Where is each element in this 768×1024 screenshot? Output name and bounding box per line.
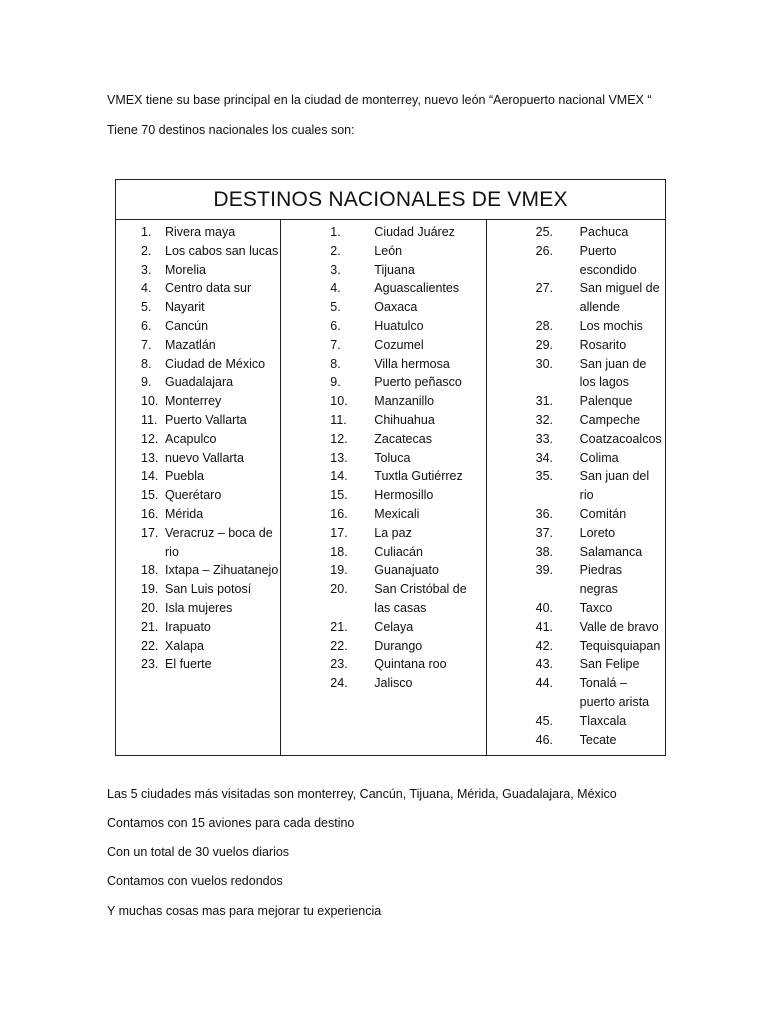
destination-item	[281, 430, 485, 449]
destinations-table	[115, 179, 666, 756]
destination-number: 19.	[141, 582, 159, 597]
destination-item	[487, 712, 665, 731]
destination-number: 16.	[141, 506, 159, 521]
destination-item	[281, 355, 485, 374]
destination-name: San Cristóbal de las casas	[374, 582, 467, 615]
destination-name: Coatzacoalcos	[579, 431, 662, 446]
experience-text: Y muchas cosas mas para mejorar tu experiencia	[107, 904, 382, 918]
destination-item	[116, 637, 280, 656]
destination-name: La paz	[374, 525, 412, 540]
destination-name: Quintana roo	[374, 657, 447, 672]
destination-number: 13.	[330, 450, 348, 465]
destination-number: 45.	[535, 713, 554, 728]
destination-name: Aguascalientes	[374, 281, 460, 296]
destination-name: Mexicali	[374, 506, 420, 521]
destination-number: 23.	[330, 657, 348, 672]
destination-name: Rivera maya	[165, 225, 236, 239]
destination-number: 12.	[141, 431, 159, 446]
destination-name: Puerto Vallarta	[165, 412, 247, 427]
destination-number: 21.	[141, 619, 159, 634]
destination-number: 9.	[141, 375, 152, 390]
destination-name: Tecate	[579, 732, 617, 747]
destination-name: Jalisco	[374, 676, 413, 691]
destination-item	[116, 618, 280, 637]
destination-item	[281, 392, 485, 411]
destination-number: 15.	[330, 488, 348, 503]
destination-item	[487, 543, 665, 562]
destination-item	[281, 317, 485, 336]
destination-name: Tlaxcala	[579, 713, 627, 728]
destination-number: 12.	[330, 431, 348, 446]
destination-number: 43.	[535, 657, 554, 672]
destination-number: 9.	[330, 375, 341, 390]
destination-item	[281, 261, 485, 280]
destination-name: Guadalajara	[165, 375, 234, 390]
destination-item	[487, 223, 665, 242]
destination-name: Zacatecas	[374, 431, 432, 446]
destinations-column-3	[486, 220, 665, 756]
destination-name: León	[374, 243, 403, 258]
destination-item	[116, 242, 280, 261]
destination-name: Ciudad de México	[165, 356, 266, 371]
destination-name: Ciudad Juárez	[374, 225, 455, 239]
destination-item	[116, 261, 280, 280]
destination-number: 10.	[141, 394, 159, 409]
destination-item	[487, 336, 665, 355]
destination-item	[281, 373, 485, 392]
destination-item	[487, 505, 665, 524]
destination-name: Monterrey	[165, 394, 222, 409]
destination-number: 22.	[330, 638, 348, 653]
destination-name: Tijuana	[374, 262, 415, 277]
destination-number: 19.	[330, 563, 348, 578]
destination-name: Palenque	[579, 394, 633, 409]
destination-number: 8.	[141, 356, 152, 371]
destination-number: 13.	[141, 450, 159, 465]
destination-item	[116, 580, 280, 599]
destination-name: Morelia	[165, 262, 206, 277]
destination-number: 4.	[330, 281, 341, 296]
destination-name: San Felipe	[579, 657, 640, 672]
destination-item	[281, 279, 485, 298]
destination-number: 46.	[535, 732, 554, 747]
destination-item	[487, 674, 665, 712]
destination-name: Isla mujeres	[165, 600, 233, 615]
destination-number: 42.	[535, 638, 554, 653]
destination-name: Mazatlán	[165, 337, 216, 352]
destination-number: 37.	[535, 525, 554, 540]
destination-number: 40.	[535, 600, 554, 615]
destination-item	[116, 524, 280, 562]
destination-item	[487, 524, 665, 543]
destination-name: San Luis potosí	[165, 582, 252, 597]
destination-item	[487, 317, 665, 336]
destination-item	[487, 242, 665, 280]
destination-name: San miguel de allende	[579, 281, 660, 315]
destination-name: nuevo Vallarta	[165, 450, 244, 465]
destination-name: El fuerte	[165, 657, 212, 672]
destination-name: Nayarit	[165, 300, 205, 315]
destination-number: 29.	[535, 337, 554, 352]
destination-name: Hermosillo	[374, 488, 434, 503]
table-title: DESTINOS NACIONALES DE VMEX	[116, 180, 666, 220]
top-cities-text: Las 5 ciudades más visitadas son monterrey, Cancún, Tijuana, Mérida, Guadalajara, México	[107, 787, 617, 801]
round-trip-text: Contamos con vuelos redondos	[107, 874, 283, 888]
destination-name: Ixtapa – Zihuatanejo	[165, 563, 279, 578]
destination-item	[281, 486, 485, 505]
destination-item	[281, 655, 485, 674]
destination-name: Centro data sur	[165, 281, 252, 296]
destination-number: 5.	[141, 300, 152, 315]
destination-name: Tequisquiapan	[579, 638, 661, 653]
destination-number: 22.	[141, 638, 159, 653]
destination-item	[116, 655, 280, 674]
destinations-column-2	[281, 220, 486, 756]
destination-number: 6.	[330, 318, 341, 333]
destination-item	[487, 392, 665, 411]
destinations-column-1	[116, 220, 281, 756]
destination-number: 33.	[535, 431, 554, 446]
destination-number: 26.	[535, 243, 554, 258]
destination-item	[281, 505, 485, 524]
destination-name: Veracruz – boca de rio	[165, 525, 273, 559]
destination-number: 3.	[330, 262, 341, 277]
destination-name: Tuxtla Gutiérrez	[374, 469, 463, 484]
destination-number: 27.	[535, 281, 554, 296]
destination-item	[116, 298, 280, 317]
destination-item	[116, 411, 280, 430]
destination-item	[281, 336, 485, 355]
destination-number: 39.	[535, 563, 554, 578]
destination-name: Oaxaca	[374, 300, 418, 315]
destination-number: 41.	[535, 619, 554, 634]
destination-item	[487, 430, 665, 449]
destination-name: Pachuca	[579, 225, 629, 239]
destination-number: 23.	[141, 657, 159, 672]
destination-number: 1.	[141, 225, 152, 239]
destination-number: 18.	[330, 544, 348, 559]
destination-name: Comitán	[579, 506, 627, 521]
destination-item	[487, 355, 665, 393]
destination-number: 8.	[330, 356, 341, 371]
destination-number: 17.	[330, 525, 348, 540]
destination-number: 15.	[141, 488, 159, 503]
destination-number: 1.	[330, 225, 341, 239]
intro-base-text: VMEX tiene su base principal en la ciudad de monterrey, nuevo león “Aeropuerto nacional VMEX “	[107, 93, 652, 107]
destination-number: 25.	[535, 225, 554, 239]
destination-number: 20.	[141, 600, 159, 615]
destination-name: Colima	[579, 450, 619, 465]
destination-number: 31.	[535, 394, 554, 409]
destination-item	[116, 486, 280, 505]
destination-item	[116, 449, 280, 468]
destination-item	[116, 467, 280, 486]
destination-item	[281, 674, 485, 693]
destination-name: Xalapa	[165, 638, 204, 653]
destination-number: 17.	[141, 525, 159, 540]
destination-item	[281, 561, 485, 580]
destination-number: 5.	[330, 300, 341, 315]
destination-name: San juan de los lagos	[579, 356, 647, 390]
destination-name: Chihuahua	[374, 412, 435, 427]
destination-name: Valle de bravo	[579, 619, 659, 634]
destination-item	[281, 543, 485, 562]
destination-name: Huatulco	[374, 318, 424, 333]
destination-item	[281, 467, 485, 486]
destination-name: Toluca	[374, 450, 411, 465]
destination-name: Querétaro	[165, 488, 222, 503]
destination-number: 32.	[535, 412, 554, 427]
destination-number: 44.	[535, 676, 554, 691]
destination-name: Irapuato	[165, 619, 211, 634]
destination-item	[487, 411, 665, 430]
destination-item	[116, 430, 280, 449]
destination-number: 34.	[535, 450, 554, 465]
destination-number: 2.	[141, 243, 152, 258]
destination-number: 4.	[141, 281, 152, 296]
destination-item	[281, 637, 485, 656]
destination-name: Loreto	[579, 525, 616, 540]
destination-item	[487, 655, 665, 674]
destination-name: Guanajuato	[374, 563, 439, 578]
destination-name: Taxco	[579, 600, 613, 615]
destination-item	[116, 355, 280, 374]
destination-name: Manzanillo	[374, 394, 435, 409]
destination-number: 6.	[141, 318, 152, 333]
destination-name: Acapulco	[165, 431, 217, 446]
destination-item	[281, 242, 485, 261]
destination-item	[487, 449, 665, 468]
destination-number: 14.	[330, 469, 348, 484]
destination-item	[116, 392, 280, 411]
daily-flights-text: Con un total de 30 vuelos diarios	[107, 845, 290, 859]
destination-item	[281, 449, 485, 468]
destination-item	[116, 505, 280, 524]
destination-number: 7.	[141, 337, 152, 352]
destination-name: Puerto peñasco	[374, 375, 462, 390]
destination-item	[281, 411, 485, 430]
destination-item	[116, 223, 280, 242]
destination-item	[487, 279, 665, 317]
destination-name: Salamanca	[579, 544, 643, 559]
destination-item	[281, 223, 485, 242]
destination-item	[487, 618, 665, 637]
destination-item	[116, 317, 280, 336]
destination-name: Rosarito	[579, 337, 627, 352]
destination-number: 24.	[330, 676, 348, 691]
destination-item	[487, 599, 665, 618]
destination-item	[281, 618, 485, 637]
destination-name: Los mochis	[579, 318, 643, 333]
destination-name: Culiacán	[374, 544, 423, 559]
destination-number: 18.	[141, 563, 159, 578]
destination-number: 11.	[330, 412, 347, 427]
destination-number: 28.	[535, 318, 554, 333]
destination-name: Durango	[374, 638, 423, 653]
destination-number: 11.	[141, 412, 158, 427]
destination-number: 21.	[330, 619, 348, 634]
destination-name: Piedras negras	[579, 563, 623, 597]
destination-name: Puerto escondido	[579, 243, 637, 277]
destination-item	[487, 561, 665, 599]
destination-number: 30.	[535, 356, 554, 371]
destination-name: Mérida	[165, 506, 204, 521]
destination-number: 10.	[330, 394, 348, 409]
destination-name: Campeche	[579, 412, 641, 427]
destination-item	[116, 599, 280, 618]
destination-item	[116, 561, 280, 580]
destination-name: Puebla	[165, 469, 204, 484]
destination-number: 3.	[141, 262, 152, 277]
destination-name: Los cabos san lucas	[165, 243, 279, 258]
destination-item	[116, 279, 280, 298]
destination-item	[281, 524, 485, 543]
destination-item	[116, 373, 280, 392]
destination-name: Celaya	[374, 619, 414, 634]
destination-name: San juan del rio	[579, 469, 650, 503]
planes-text: Contamos con 15 aviones para cada destino	[107, 816, 355, 830]
destination-item	[281, 580, 485, 618]
destination-name: Cozumel	[374, 337, 424, 352]
destination-number: 38.	[535, 544, 554, 559]
intro-destinations-count: Tiene 70 destinos nacionales los cuales son:	[107, 123, 355, 137]
destination-item	[487, 637, 665, 656]
destination-number: 36.	[535, 506, 554, 521]
destination-number: 2.	[330, 243, 341, 258]
destination-item	[281, 298, 485, 317]
destination-number: 35.	[535, 469, 554, 484]
destination-number: 16.	[330, 506, 348, 521]
destination-number: 14.	[141, 469, 159, 484]
destination-number: 7.	[330, 337, 341, 352]
destination-item	[487, 731, 665, 750]
destination-name: Cancún	[165, 318, 209, 333]
destination-item	[116, 336, 280, 355]
destination-name: Villa hermosa	[374, 356, 450, 371]
destination-name: Tonalá – puerto arista	[579, 676, 650, 709]
destination-item	[487, 467, 665, 505]
destination-number: 20.	[330, 582, 348, 597]
